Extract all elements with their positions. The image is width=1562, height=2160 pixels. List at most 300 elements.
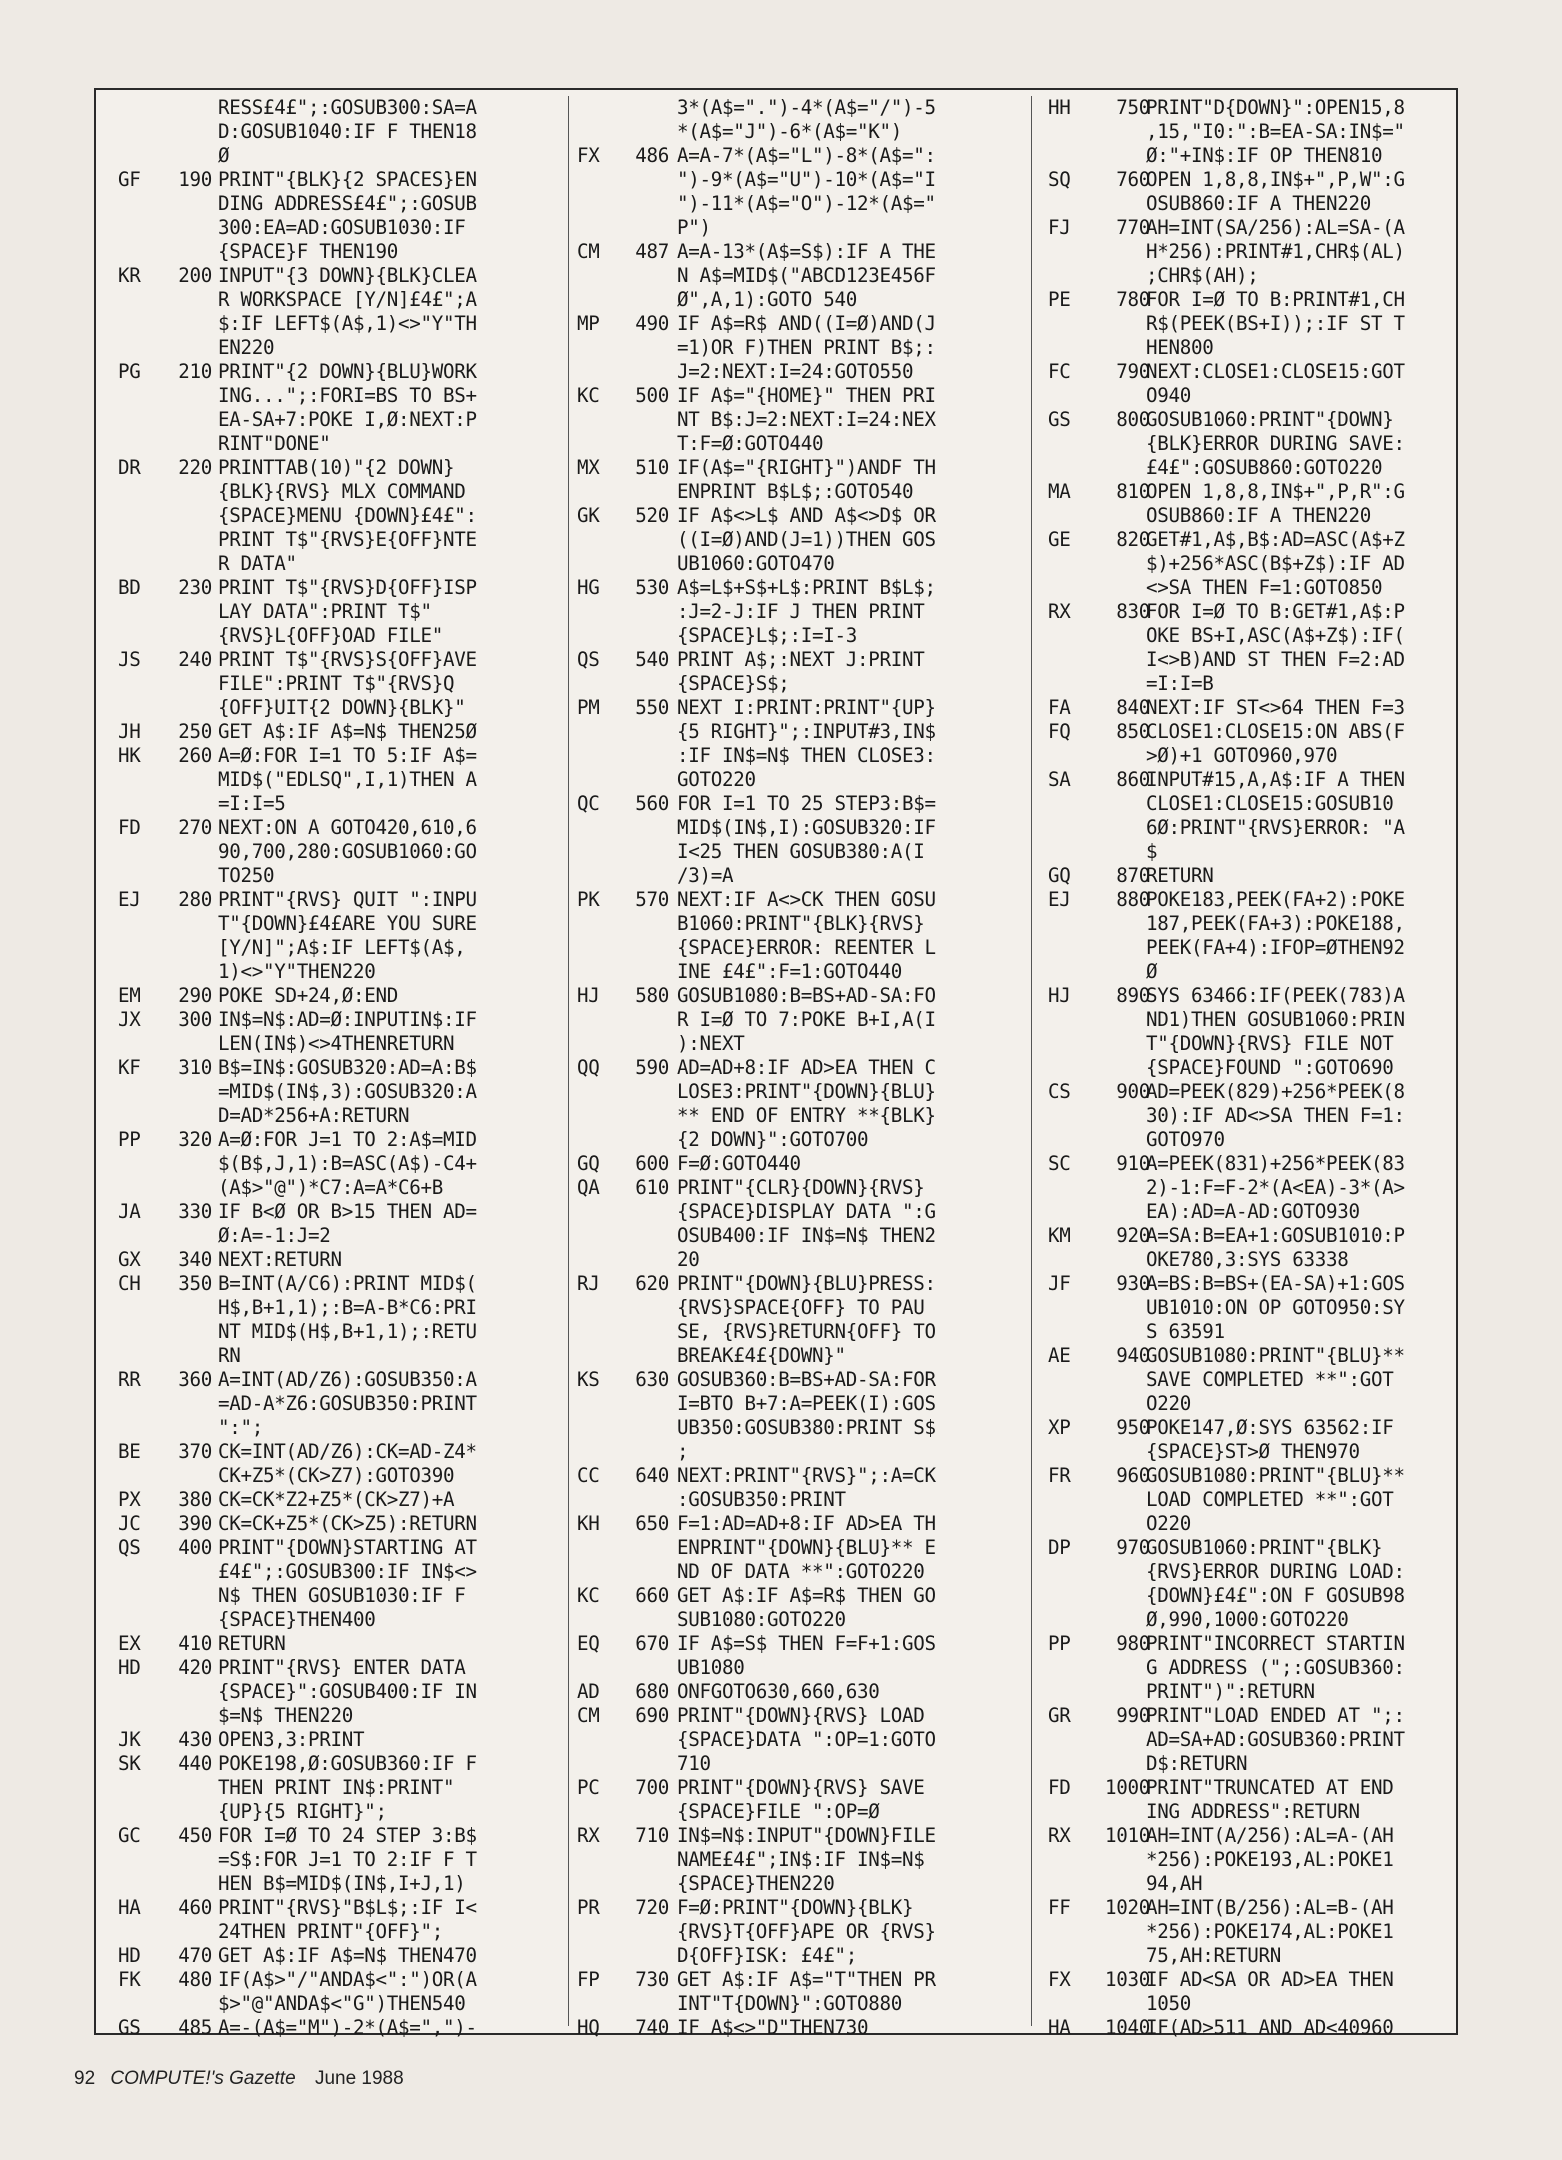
line-number: 220 <box>178 456 212 479</box>
code-text: IF A$="{HOME}" THEN PRI <box>677 384 936 407</box>
code-text: {SPACE}F THEN190 <box>218 240 399 263</box>
line-number: 1040 <box>1104 2016 1150 2039</box>
code-text: $(B$,J,1):B=ASC(A$)-C4+ <box>218 1152 477 1175</box>
listing-line <box>110 1752 565 1776</box>
listing-line <box>1040 1104 1452 1128</box>
line-number: 440 <box>178 1752 212 1775</box>
checksum: CC <box>577 1464 600 1487</box>
code-text: OKE780,3:SYS 63338 <box>1146 1248 1349 1271</box>
code-text: DING ADDRESS£4£";:GOSUB <box>218 192 477 215</box>
code-text: AH=INT(B/256):AL=B-(AH <box>1146 1896 1394 1919</box>
code-text: O220 <box>1146 1392 1192 1415</box>
listing-line <box>575 504 1015 528</box>
listing-line <box>575 984 1015 1008</box>
line-number: 540 <box>635 648 669 671</box>
listing-line <box>110 1272 565 1296</box>
code-text: ENPRINT B$L$;:GOTO540 <box>677 480 914 503</box>
listing-line <box>110 192 565 216</box>
code-text: ":"; <box>218 1416 264 1439</box>
line-number: 485 <box>178 2016 212 2039</box>
checksum: GF <box>118 168 141 191</box>
listing-line <box>1040 336 1452 360</box>
listing-line <box>575 1608 1015 1632</box>
line-number: 487 <box>635 240 669 263</box>
code-text: 6Ø:PRINT"{RVS}ERROR: "A <box>1146 816 1405 839</box>
listing-line <box>1040 984 1452 1008</box>
listing-line <box>110 1344 565 1368</box>
code-text: PRINT"{RVS} QUIT ":INPU <box>218 888 477 911</box>
listing-line <box>1040 264 1452 288</box>
code-text: 187,PEEK(FA+3):POKE188, <box>1146 912 1405 935</box>
line-number: 990 <box>1116 1704 1150 1727</box>
code-text: PRINT"{DOWN}{BLU}PRESS: <box>677 1272 936 1295</box>
checksum: GQ <box>1048 864 1071 887</box>
listing-line <box>1040 696 1452 720</box>
listing-line <box>1040 744 1452 768</box>
checksum: CM <box>577 1704 600 1727</box>
code-text: {RVS}SPACE{OFF} TO PAU <box>677 1296 925 1319</box>
line-number: 880 <box>1116 888 1150 911</box>
listing-line <box>1040 480 1452 504</box>
code-text: IF AD<SA OR AD>EA THEN <box>1146 1968 1394 1991</box>
listing-line <box>110 1488 565 1512</box>
code-text: Ø",A,1):GOTO 540 <box>677 288 858 311</box>
line-number: 486 <box>635 144 669 167</box>
code-text: {SPACE}FILE ":OP=Ø <box>677 1800 880 1823</box>
code-text: {5 RIGHT}";:INPUT#3,IN$ <box>677 720 936 743</box>
checksum: MA <box>1048 480 1071 503</box>
checksum: PR <box>577 1896 600 1919</box>
code-text: PRINT"{RVS} ENTER DATA <box>218 1656 466 1679</box>
code-text: R$(PEEK(BS+I));:IF ST T <box>1146 312 1405 335</box>
code-text: GOSUB1080:PRINT"{BLU}** <box>1146 1464 1405 1487</box>
listing-line <box>110 408 565 432</box>
checksum: RR <box>118 1368 141 1391</box>
checksum: JX <box>118 1008 141 1031</box>
listing-column-3 <box>1040 96 1452 2039</box>
code-text: ND OF DATA **":GOTO220 <box>677 1560 925 1583</box>
code-text: PRINT T$"{RVS}D{OFF}ISP <box>218 576 477 599</box>
listing-line <box>110 1032 565 1056</box>
code-text: $)+256*ASC(B$+Z$):IF AD <box>1146 552 1405 575</box>
listing-line <box>1040 1296 1452 1320</box>
code-text: OPEN3,3:PRINT <box>218 1728 365 1751</box>
line-number: 290 <box>178 984 212 1007</box>
line-number: 620 <box>635 1272 669 1295</box>
code-text: 1050 <box>1146 1992 1192 2015</box>
line-number: 420 <box>178 1656 212 1679</box>
code-text: NEXT:PRINT"{RVS}";:A=CK <box>677 1464 936 1487</box>
listing-line <box>1040 1392 1452 1416</box>
listing-line <box>110 456 565 480</box>
code-text: GET#1,A$,B$:AD=ASC(A$+Z <box>1146 528 1405 551</box>
listing-line <box>1040 288 1452 312</box>
listing-line <box>575 672 1015 696</box>
code-text: PRINT T$"{RVS}E{OFF}NTE <box>218 528 477 551</box>
listing-line <box>1040 1152 1452 1176</box>
listing-line <box>1040 1416 1452 1440</box>
listing-line <box>110 1320 565 1344</box>
line-number: 670 <box>635 1632 669 1655</box>
line-number: 470 <box>178 1944 212 1967</box>
code-text: PRINT"LOAD ENDED AT ";: <box>1146 1704 1405 1727</box>
checksum: FA <box>1048 696 1071 719</box>
listing-line <box>110 1104 565 1128</box>
line-number: 1010 <box>1104 1824 1150 1847</box>
code-text: RETURN <box>218 1632 286 1655</box>
code-text: MID$(IN$,I):GOSUB320:IF <box>677 816 936 839</box>
checksum: GE <box>1048 528 1071 551</box>
listing-line <box>110 504 565 528</box>
checksum: FD <box>1048 1776 1071 1799</box>
code-text: *(A$="J")-6*(A$="K") <box>677 120 903 143</box>
checksum: PK <box>577 888 600 911</box>
listing-line <box>575 816 1015 840</box>
code-text: {DOWN}£4£":ON F GOSUB98 <box>1146 1584 1405 1607</box>
listing-line <box>575 1560 1015 1584</box>
listing-line <box>575 288 1015 312</box>
listing-line <box>575 216 1015 240</box>
listing-line <box>575 960 1015 984</box>
code-text: Ø:"+IN$:IF OP THEN810 <box>1146 144 1383 167</box>
checksum: KM <box>1048 1224 1071 1247</box>
checksum: PX <box>118 1488 141 1511</box>
code-text: FILE":PRINT T$"{RVS}Q <box>218 672 455 695</box>
checksum: JK <box>118 1728 141 1751</box>
code-text: GOSUB1080:B=BS+AD-SA:FO <box>677 984 936 1007</box>
listing-line <box>575 1464 1015 1488</box>
listing-line <box>110 888 565 912</box>
checksum: XP <box>1048 1416 1071 1439</box>
listing-line <box>110 984 565 1008</box>
code-text: ):NEXT <box>677 1032 745 1055</box>
listing-line <box>110 1584 565 1608</box>
checksum: EJ <box>118 888 141 911</box>
line-number: 480 <box>178 1968 212 1991</box>
listing-line <box>575 456 1015 480</box>
listing-line <box>1040 576 1452 600</box>
code-text: INPUT"{3 DOWN}{BLK}CLEA <box>218 264 477 287</box>
line-number: 860 <box>1116 768 1150 791</box>
listing-line <box>110 552 565 576</box>
listing-line <box>575 768 1015 792</box>
listing-line <box>575 1200 1015 1224</box>
listing-line <box>575 1896 1015 1920</box>
listing-line <box>575 576 1015 600</box>
code-text: *256):POKE174,AL:POKE1 <box>1146 1920 1394 1943</box>
code-text: ; <box>677 1440 689 1463</box>
checksum: GK <box>577 504 600 527</box>
code-text: UB1010:ON OP GOTO950:SY <box>1146 1296 1405 1319</box>
line-number: 200 <box>178 264 212 287</box>
listing-line <box>575 1656 1015 1680</box>
listing-line <box>1040 1176 1452 1200</box>
listing-line <box>1040 1128 1452 1152</box>
code-text: {OFF}UIT{2 DOWN}{BLK}" <box>218 696 466 719</box>
listing-line <box>1040 720 1452 744</box>
listing-line <box>1040 192 1452 216</box>
code-text: *256):POKE193,AL:POKE1 <box>1146 1848 1394 1871</box>
checksum: AE <box>1048 1344 1071 1367</box>
checksum: HJ <box>577 984 600 1007</box>
line-number: 750 <box>1116 96 1150 119</box>
code-text: {SPACE}DISPLAY DATA ":G <box>677 1200 936 1223</box>
code-text: PRINT")":RETURN <box>1146 1680 1315 1703</box>
listing-line <box>110 1944 565 1968</box>
listing-line <box>1040 864 1452 888</box>
listing-line <box>110 288 565 312</box>
listing-line <box>575 1944 1015 1968</box>
code-text: ((I=Ø)AND(J=1))THEN GOS <box>677 528 936 551</box>
code-text: 1)<>"Y"THEN220 <box>218 960 376 983</box>
code-text: (A$>"@")*C7:A=A*C6+B <box>218 1176 444 1199</box>
listing-line <box>110 216 565 240</box>
checksum: GS <box>118 2016 141 2039</box>
code-text: B$=IN$:GOSUB320:AD=A:B$ <box>218 1056 477 1079</box>
code-text: UB1060:GOTO470 <box>677 552 835 575</box>
checksum: MX <box>577 456 600 479</box>
listing-line <box>1040 1704 1452 1728</box>
code-text: A=Ø:FOR J=1 TO 2:A$=MID <box>218 1128 477 1151</box>
line-number: 530 <box>635 576 669 599</box>
checksum: DP <box>1048 1536 1071 1559</box>
code-text: EN220 <box>218 336 275 359</box>
code-text: SYS 63466:IF(PEEK(783)A <box>1146 984 1405 1007</box>
code-text: NT MID$(H$,B+1,1);:RETU <box>218 1320 477 1343</box>
code-text: GET A$:IF A$="T"THEN PR <box>677 1968 936 1991</box>
code-text: AD=PEEK(829)+256*PEEK(8 <box>1146 1080 1405 1103</box>
code-text: FOR I=Ø TO 24 STEP 3:B$ <box>218 1824 477 1847</box>
line-number: 930 <box>1116 1272 1150 1295</box>
code-text: =I:I=B <box>1146 672 1214 695</box>
code-text: PRINT"INCORRECT STARTIN <box>1146 1632 1405 1655</box>
listing-line <box>110 2016 565 2040</box>
code-text: PRINT"{DOWN}STARTING AT <box>218 1536 477 1559</box>
listing-line <box>110 1200 565 1224</box>
listing-line <box>575 1872 1015 1896</box>
listing-line <box>1040 1680 1452 1704</box>
listing-line <box>575 1968 1015 1992</box>
listing-line <box>110 936 565 960</box>
checksum: PP <box>118 1128 141 1151</box>
listing-line <box>110 624 565 648</box>
code-text: PRINT"{2 DOWN}{BLU}WORK <box>218 360 477 383</box>
page-number: 92 <box>74 2068 96 2089</box>
line-number: 710 <box>635 1824 669 1847</box>
code-text: AD=AD+8:IF AD>EA THEN C <box>677 1056 936 1079</box>
listing-line <box>1040 1224 1452 1248</box>
code-text: $ <box>1146 840 1158 863</box>
code-text: GOSUB360:B=BS+AD-SA:FOR <box>677 1368 936 1391</box>
listing-line <box>1040 1536 1452 1560</box>
listing-line <box>110 864 565 888</box>
line-number: 520 <box>635 504 669 527</box>
code-text: PRINT"D{DOWN}":OPEN15,8 <box>1146 96 1405 119</box>
code-text: CK=CK+Z5*(CK>Z5):RETURN <box>218 1512 477 1535</box>
listing-line <box>575 2016 1015 2040</box>
listing-line <box>110 1680 565 1704</box>
code-text: {SPACE}THEN220 <box>677 1872 835 1895</box>
listing-column-2 <box>575 96 1015 2039</box>
listing-line <box>575 1488 1015 1512</box>
code-text: A=A-7*(A$="L")-8*(A$=": <box>677 144 936 167</box>
checksum: QS <box>577 648 600 671</box>
code-text: {SPACE}FOUND ":GOTO690 <box>1146 1056 1394 1079</box>
checksum: HQ <box>577 2016 600 2039</box>
listing-line <box>1040 2016 1452 2040</box>
code-text: {BLK}{RVS} MLX COMMAND <box>218 480 466 503</box>
checksum: KC <box>577 1584 600 1607</box>
checksum: FF <box>1048 1896 1071 1919</box>
listing-line <box>575 312 1015 336</box>
code-text: ENPRINT"{DOWN}{BLU}** E <box>677 1536 936 1559</box>
listing-line <box>575 1848 1015 1872</box>
listing-line <box>110 1224 565 1248</box>
listing-line <box>110 312 565 336</box>
checksum: HH <box>1048 96 1071 119</box>
line-number: 330 <box>178 1200 212 1223</box>
line-number: 1000 <box>1104 1776 1150 1799</box>
code-text: Ø:A=-1:J=2 <box>218 1224 331 1247</box>
code-text: {SPACE}MENU {DOWN}£4£": <box>218 504 477 527</box>
checksum: CM <box>577 240 600 263</box>
line-number: 430 <box>178 1728 212 1751</box>
line-number: 920 <box>1116 1224 1150 1247</box>
code-text: IF A$=S$ THEN F=F+1:GOS <box>677 1632 936 1655</box>
listing-line <box>110 1704 565 1728</box>
line-number: 490 <box>635 312 669 335</box>
code-text: IF A$=R$ AND((I=Ø)AND(J <box>677 312 936 335</box>
code-text: T"{DOWN}{RVS} FILE NOT <box>1146 1032 1394 1055</box>
line-number: 570 <box>635 888 669 911</box>
listing-line <box>575 1704 1015 1728</box>
listing-line <box>575 360 1015 384</box>
checksum: CS <box>1048 1080 1071 1103</box>
code-text: Ø,990,1000:GOTO220 <box>1146 1608 1349 1631</box>
listing-line <box>575 600 1015 624</box>
code-text: P") <box>677 216 711 239</box>
listing-line <box>1040 1632 1452 1656</box>
listing-line <box>110 1992 565 2016</box>
code-text: D{OFF}ISK: £4£"; <box>677 1944 858 1967</box>
listing-line <box>1040 528 1452 552</box>
checksum: GQ <box>577 1152 600 1175</box>
listing-line <box>1040 240 1452 264</box>
issue-date: June 1988 <box>314 2068 404 2089</box>
code-text: {SPACE}DATA ":OP=1:GOTO <box>677 1728 936 1751</box>
listing-line <box>1040 552 1452 576</box>
magazine-title: COMPUTE!'s Gazette <box>110 2068 296 2089</box>
line-number: 350 <box>178 1272 212 1295</box>
code-text: F=Ø:GOTO440 <box>677 1152 801 1175</box>
line-number: 320 <box>178 1128 212 1151</box>
listing-line <box>1040 1080 1452 1104</box>
code-text: OSUB860:IF A THEN220 <box>1146 192 1372 215</box>
checksum: KC <box>577 384 600 407</box>
checksum: AD <box>577 1680 600 1703</box>
code-text: A=BS:B=BS+(EA-SA)+1:GOS <box>1146 1272 1405 1295</box>
line-number: 790 <box>1116 360 1150 383</box>
line-number: 660 <box>635 1584 669 1607</box>
line-number: 390 <box>178 1512 212 1535</box>
code-text: PRINT"{DOWN}{RVS} SAVE <box>677 1776 925 1799</box>
checksum: SA <box>1048 768 1071 791</box>
code-text: PEEK(FA+4):IFOP=ØTHEN92 <box>1146 936 1405 959</box>
line-number: 230 <box>178 576 212 599</box>
line-number: 870 <box>1116 864 1150 887</box>
line-number: 210 <box>178 360 212 383</box>
line-number: 280 <box>178 888 212 911</box>
code-text: 94,AH <box>1146 1872 1203 1895</box>
listing-line <box>1040 1320 1452 1344</box>
code-text: FOR I=1 TO 25 STEP3:B$= <box>677 792 936 815</box>
line-number: 300 <box>178 1008 212 1031</box>
code-text: SAVE COMPLETED **":GOT <box>1146 1368 1394 1391</box>
checksum: GS <box>1048 408 1071 431</box>
code-text: OKE BS+I,ASC(A$+Z$):IF( <box>1146 624 1405 647</box>
code-text: 75,AH:RETURN <box>1146 1944 1282 1967</box>
checksum: BE <box>118 1440 141 1463</box>
line-number: 740 <box>635 2016 669 2039</box>
code-text: PRINT"TRUNCATED AT END <box>1146 1776 1394 1799</box>
listing-line <box>1040 504 1452 528</box>
code-text: INPUT#15,A,A$:IF A THEN <box>1146 768 1405 791</box>
listing-line <box>110 648 565 672</box>
code-text: 710 <box>677 1752 711 1775</box>
listing-line <box>575 192 1015 216</box>
code-text: T:F=Ø:GOTO440 <box>677 432 824 455</box>
listing-line <box>110 1800 565 1824</box>
code-text: GOSUB1060:PRINT"{DOWN} <box>1146 408 1394 431</box>
listing-line <box>575 144 1015 168</box>
code-text: NEXT:ON A GOTO420,610,6 <box>218 816 477 839</box>
line-number: 260 <box>178 744 212 767</box>
line-number: 1030 <box>1104 1968 1150 1991</box>
listing-line <box>1040 1032 1452 1056</box>
listing-line <box>575 1680 1015 1704</box>
line-number: 630 <box>635 1368 669 1391</box>
checksum: RX <box>1048 600 1071 623</box>
listing-line <box>575 720 1015 744</box>
listing-line <box>110 1128 565 1152</box>
listing-line <box>575 1584 1015 1608</box>
listing-line <box>1040 1248 1452 1272</box>
line-number: 940 <box>1116 1344 1150 1367</box>
listing-line <box>1040 1920 1452 1944</box>
code-text: PRINTTAB(10)"{2 DOWN} <box>218 456 455 479</box>
code-text: [Y/N]";A$:IF LEFT$(A$, <box>218 936 466 959</box>
listing-line <box>575 864 1015 888</box>
listing-line <box>1040 216 1452 240</box>
line-number: 270 <box>178 816 212 839</box>
checksum: KR <box>118 264 141 287</box>
listing-line <box>1040 1488 1452 1512</box>
code-text: GET A$:IF A$=N$ THEN25Ø <box>218 720 477 743</box>
checksum: SQ <box>1048 168 1071 191</box>
code-text: >Ø)+1 GOTO960,970 <box>1146 744 1338 767</box>
listing-line <box>575 888 1015 912</box>
code-text: D:GOSUB1040:IF F THEN18 <box>218 120 477 143</box>
code-text: :IF IN$=N$ THEN CLOSE3: <box>677 744 936 767</box>
line-number: 410 <box>178 1632 212 1655</box>
checksum: HD <box>118 1656 141 1679</box>
listing-line <box>110 1896 565 1920</box>
listing-line <box>575 528 1015 552</box>
listing-line <box>575 552 1015 576</box>
code-text: =1)OR F)THEN PRINT B$;: <box>677 336 936 359</box>
code-text: {SPACE}THEN400 <box>218 1608 376 1631</box>
checksum: FD <box>118 816 141 839</box>
